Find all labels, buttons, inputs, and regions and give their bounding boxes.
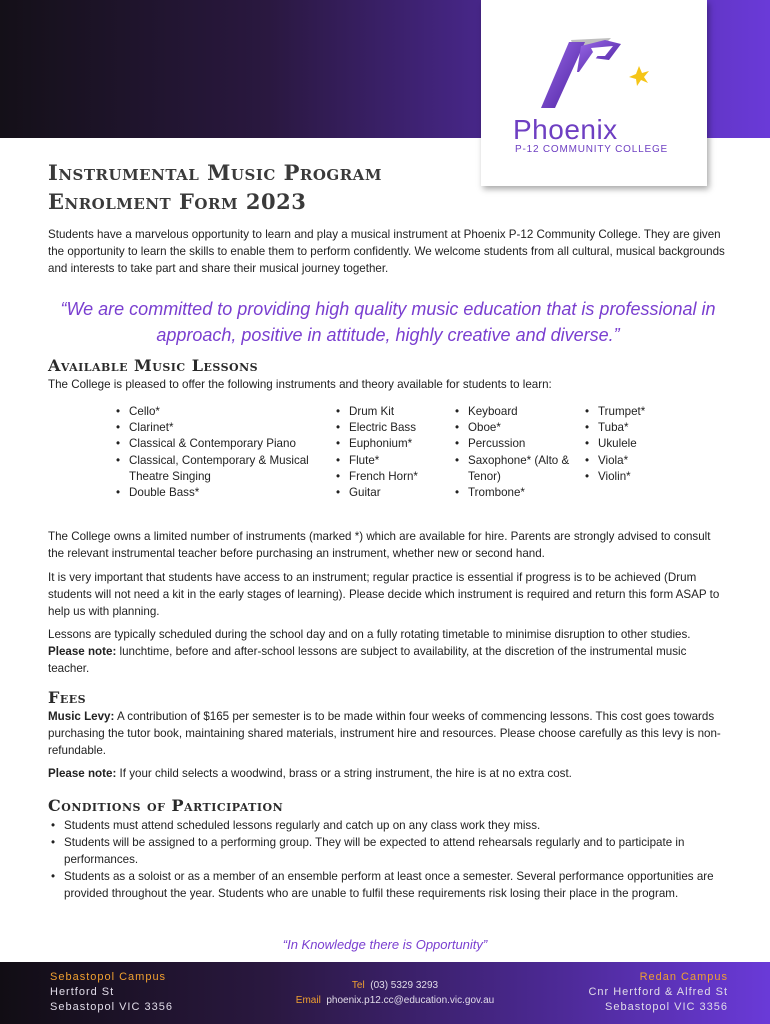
intro-paragraph: Students have a marvelous opportunity to learn and play a musical instrument at Phoenix P-12 Community College. They are given the opportunity to learn the skills to enable them to perform confidently. We welcome students from all cultural, musical backgrounds and interests to take part and share their musical journey together. (48, 228, 725, 275)
list-item: • Electric Bass (336, 420, 446, 436)
list-item: • Oboe* (455, 420, 575, 436)
fees-heading: Fees (48, 688, 87, 707)
college-logo (481, 0, 707, 186)
schedule-text-b: lunchtime, before and after-school lessons are subject to availability, at the discretion of the instrumental music teacher. (48, 645, 687, 675)
address-line: Cnr Hertford & Alfred St (588, 986, 728, 998)
list-item: • Students must attend scheduled lessons regularly and catch up on any class work they miss. (48, 817, 738, 834)
fees-note-paragraph (48, 765, 728, 782)
mission-quote: “We are committed to providing high quality music education that is professional in approach, positive in attitude, highly creative and diverse.” (60, 299, 716, 345)
lessons-intro: The College is pleased to offer the following instruments and theory available for students to learn: (48, 378, 552, 391)
schedule-text-a: Lessons are typically scheduled during the school day and on a fully rotating timetable to minimise disruption to other studies. (48, 628, 691, 641)
list-item: • Tuba* (585, 420, 685, 436)
schedule-note-label: Please note: (48, 645, 117, 658)
logo-subtitle: P-12 COMMUNITY COLLEGE (515, 144, 669, 155)
list-item: • Ukulele (585, 436, 685, 452)
redan-campus-address (588, 970, 728, 1015)
hire-paragraph: The College owns a limited number of instruments (marked *) which are available for hire. Parents are strongly advised to consult the relevant instrumental teacher before purchasing an instrument, whether new or second hand. (48, 530, 711, 560)
logo-wordmark: Phoenix (513, 114, 618, 145)
list-item: • Saxophone* (Alto & Tenor) (455, 453, 575, 485)
tel-label: Tel (351, 980, 365, 991)
list-item: • Students as a soloist or as a member of an ensemble perform at least once a semester. Several performance opportunities are provided throughout the year. Students who are unable to fulfil these requirements risk losing their place in the program. (48, 868, 738, 902)
list-item: • Double Bass* (116, 485, 326, 501)
title-line-2: Enrolment Form 2023 (48, 189, 307, 214)
footer (0, 962, 770, 1024)
list-item: • Cello* (116, 404, 326, 420)
list-item: • Students will be assigned to a performing group. They will be expected to attend rehearsals regularly and to participate in performances. (48, 834, 738, 868)
list-item: • Trombone* (455, 485, 575, 501)
contact-info (270, 978, 520, 1008)
list-item: • Viola* (585, 453, 685, 469)
address-line: Hertford St (50, 986, 115, 998)
list-item: • Classical, Contemporary & Musical Theatre Singing (116, 453, 326, 485)
instrument-list-col-3 (455, 404, 575, 501)
access-paragraph: It is very important that students have access to an instrument; regular practice is essential if progress is to be achieved (Drum students will not need a kit in the early stages of learning). Please decide which instrument is required and return this form ASAP to help us with planning. (48, 571, 720, 618)
campus-title: Sebastopol Campus (50, 971, 167, 983)
sebastopol-campus-address (50, 970, 173, 1015)
list-item: • Flute* (336, 453, 446, 469)
list-item: • Classical & Contemporary Piano (116, 436, 326, 452)
list-item: • Clarinet* (116, 420, 326, 436)
title-line-1: Instrumental Music Program (48, 160, 382, 185)
list-item: • Violin* (585, 469, 685, 485)
conditions-list (48, 817, 738, 902)
list-item: • Percussion (455, 436, 575, 452)
levy-paragraph (48, 708, 728, 759)
college-motto: “In Knowledge there is Opportunity” (282, 937, 488, 952)
schedule-paragraph (48, 626, 728, 677)
list-item: • Guitar (336, 485, 446, 501)
conditions-heading: Conditions of Participation (48, 796, 284, 815)
list-item: • French Horn* (336, 469, 446, 485)
page-title (48, 158, 382, 216)
fees-note-label: Please note: (48, 767, 117, 780)
list-item: • Trumpet* (585, 404, 685, 420)
email-label: Email (295, 995, 321, 1006)
levy-label: Music Levy: (48, 710, 115, 723)
address-line: Sebastopol VIC 3356 (50, 1001, 173, 1013)
fees-note-text: If your child selects a woodwind, brass or a string instrument, the hire is at no extra cost. (116, 767, 572, 780)
levy-text: A contribution of $165 per semester is to be made within four weeks of commencing lessons. This cost goes towards purchasing the tutor book, maintaining shared materials, instrument hire and resources. Please choose carefully as this levy is non-refundable. (48, 710, 721, 757)
phoenix-emblem-icon (481, 0, 707, 120)
instrument-list-col-4 (585, 404, 685, 485)
email-link[interactable]: phoenix.p12.cc@education.vic.gov.au (326, 995, 495, 1006)
lessons-heading: Available Music Lessons (48, 356, 259, 375)
instrument-list-col-2 (336, 404, 446, 501)
list-item: • Euphonium* (336, 436, 446, 452)
tel-number[interactable]: (03) 5329 3293 (370, 980, 439, 991)
address-line: Sebastopol VIC 3356 (605, 1001, 728, 1013)
campus-title: Redan Campus (639, 971, 728, 983)
list-item: • Drum Kit (336, 404, 446, 420)
list-item: • Keyboard (455, 404, 575, 420)
instrument-list-col-1 (116, 404, 326, 501)
